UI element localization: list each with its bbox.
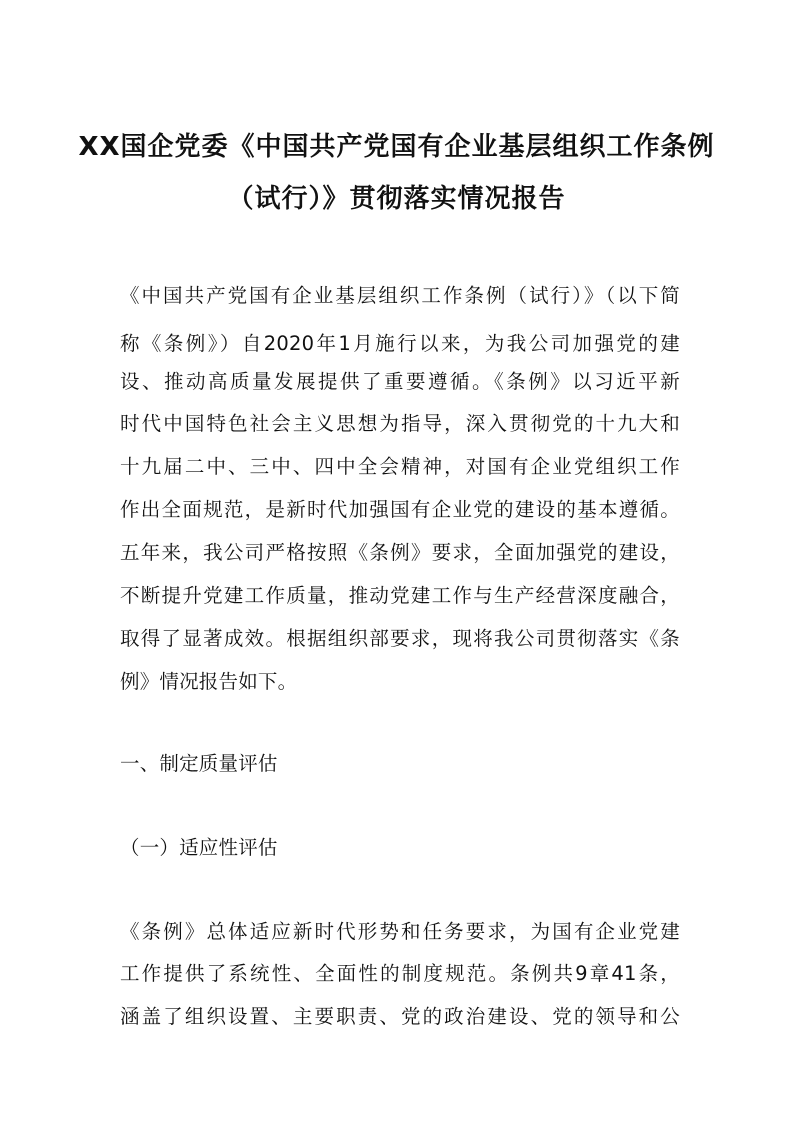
subsection-heading: （一）适应性评估: [120, 836, 278, 859]
intro-paragraph-line: 不断提升党建工作质量，推动党建工作与生产经营深度融合，: [120, 584, 680, 607]
document-title-line-1: XX国企党委《中国共产党国有企业基层组织工作条例: [78, 132, 715, 162]
intro-paragraph-line: 十九届二中、三中、四中全会精神，对国有企业党组织工作: [120, 455, 680, 478]
intro-paragraph-line: 时代中国特色社会主义思想为指导，深入贯彻党的十九大和: [120, 412, 680, 435]
intro-paragraph-line: 例》情况报告如下。: [120, 670, 298, 693]
intro-paragraph-line: 《中国共产党国有企业基层组织工作条例（试行）》（以下简: [120, 284, 680, 307]
intro-paragraph-line: 五年来，我公司严格按照《条例》要求，全面加强党的建设，: [120, 541, 680, 564]
body-paragraph-line: 《条例》总体适应新时代形势和任务要求，为国有企业党建: [120, 920, 680, 943]
intro-paragraph-line: 称《条例》）自2020年1月施行以来，为我公司加强党的建: [120, 332, 680, 355]
section-heading: 一、制定质量评估: [120, 752, 278, 775]
intro-paragraph-line: 作出全面规范，是新时代加强国有企业党的建设的基本遵循。: [120, 498, 680, 521]
document-title-line-2: （试行）》贯彻落实情况报告: [227, 184, 566, 214]
intro-paragraph-line: 设、推动高质量发展提供了重要遵循。《条例》以习近平新: [120, 370, 680, 393]
body-paragraph-line: 工作提供了系统性、全面性的制度规范。条例共9章41条，: [120, 962, 680, 985]
intro-paragraph-line: 取得了显著成效。根据组织部要求，现将我公司贯彻落实《条: [120, 627, 680, 650]
body-paragraph-line: 涵盖了组织设置、主要职责、党的政治建设、党的领导和公: [120, 1005, 680, 1028]
